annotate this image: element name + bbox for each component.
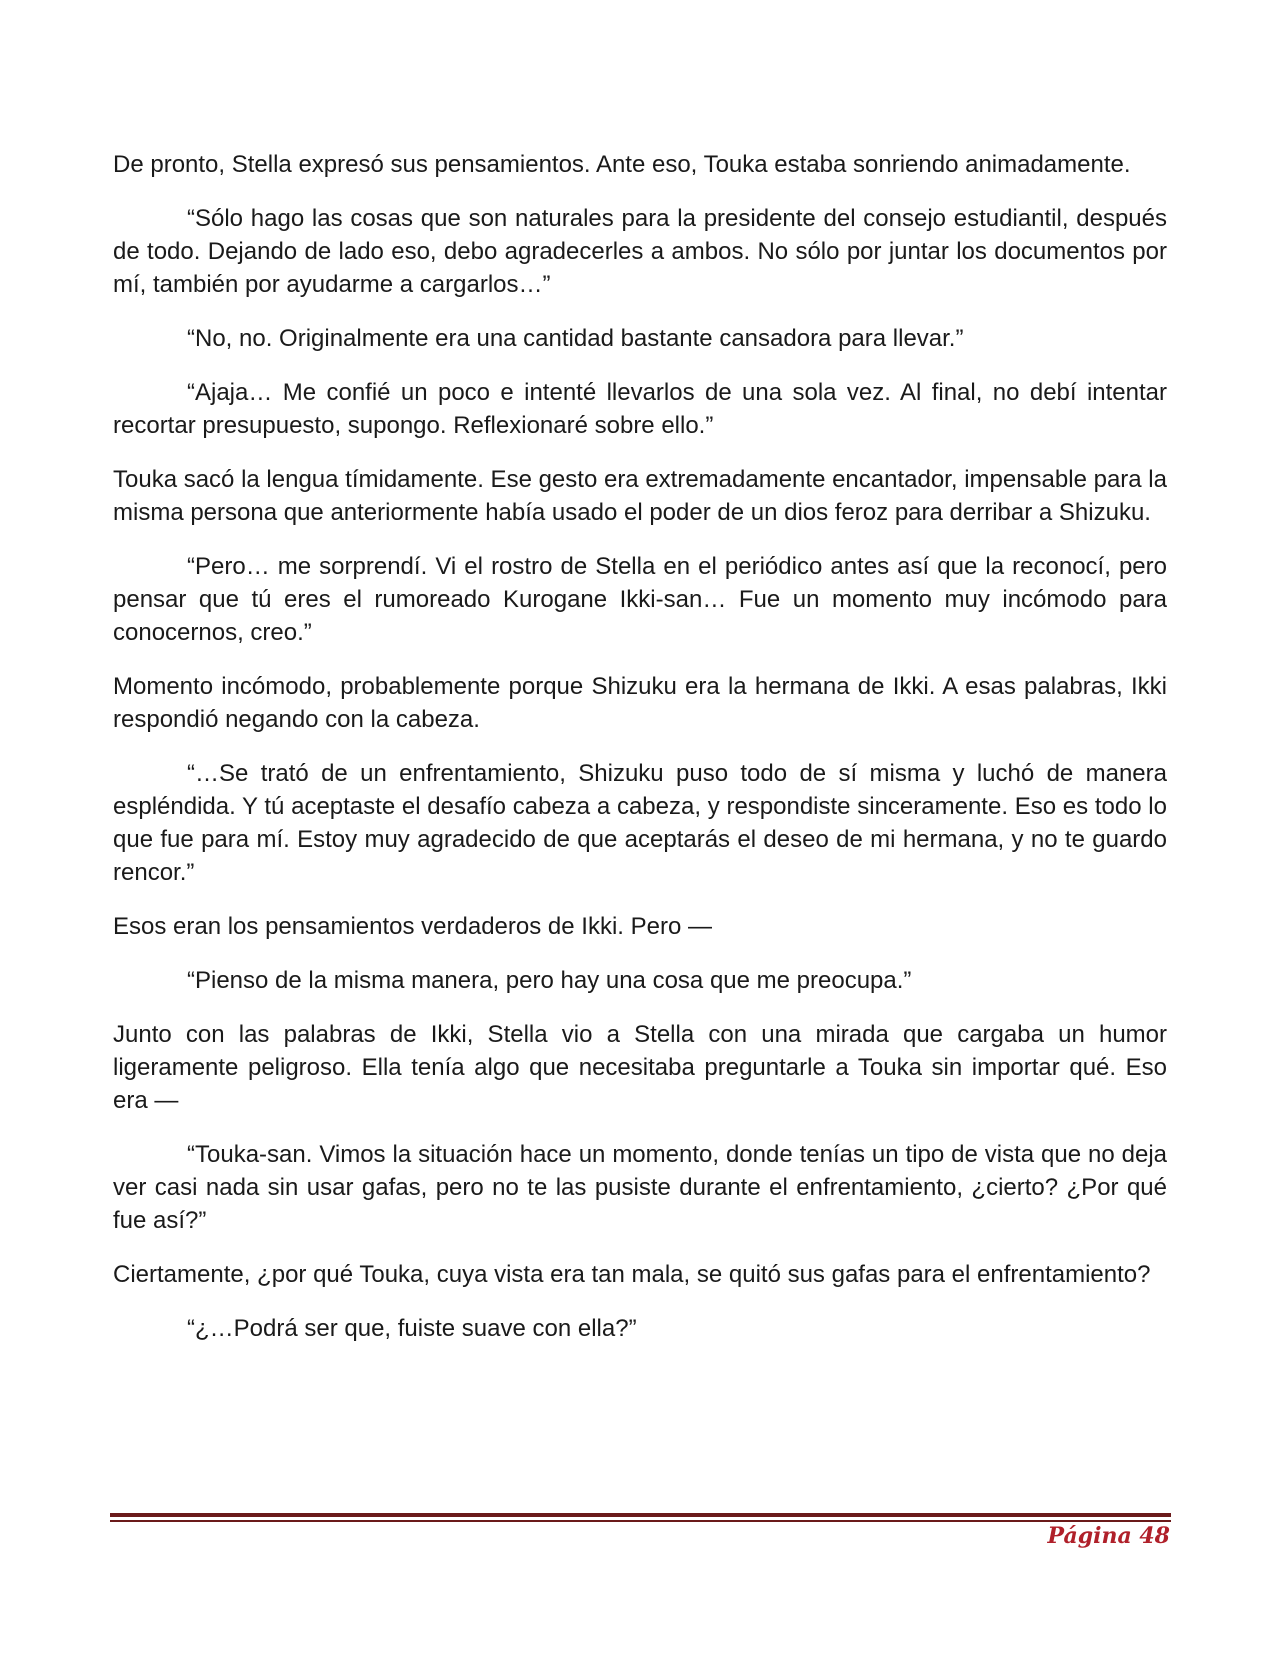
- paragraph-narration: Junto con las palabras de Ikki, Stella vio a Stella con una mirada que cargaba un humor ligeramente peligroso. Ella tenía algo que necesitaba preguntarle a Touka sin importar qué. Eso era —: [113, 1021, 1167, 1114]
- paragraph-narration: Ciertamente, ¿por qué Touka, cuya vista era tan mala, se quitó sus gafas para el enfrentamiento?: [113, 1261, 1151, 1288]
- paragraph-dialogue: “Pienso de la misma manera, pero hay una cosa que me preocupa.”: [187, 967, 912, 994]
- paragraph-narration: De pronto, Stella expresó sus pensamientos. Ante eso, Touka estaba sonriendo animadamente.: [113, 151, 1131, 178]
- paragraph-dialogue: “¿…Podrá ser que, fuiste suave con ella?”: [187, 1315, 637, 1342]
- page-number: Página 48: [1047, 1523, 1170, 1549]
- footer-rule-thin: [110, 1520, 1171, 1522]
- paragraph-dialogue: “Pero… me sorprendí. Vi el rostro de Stella en el periódico antes así que la reconocí, pero pensar que tú eres el rumoreado Kurogane Ikki-san… Fue un momento muy incómodo para conocernos, creo.”: [113, 553, 1167, 646]
- paragraph-narration: Esos eran los pensamientos verdaderos de Ikki. Pero —: [113, 913, 712, 940]
- paragraph-dialogue: “…Se trató de un enfrentamiento, Shizuku puso todo de sí misma y luchó de manera espléndida. Y tú aceptaste el desafío cabeza a cabeza, y respondiste sinceramente. Eso es todo lo que fue para mí. Estoy muy agradecido de que aceptarás el deseo de mi hermana, y no te guardo rencor.”: [113, 760, 1167, 886]
- paragraph-dialogue: “Ajaja… Me confié un poco e intenté llevarlos de una sola vez. Al final, no debí intentar recortar presupuesto, supongo. Reflexionaré sobre ello.”: [113, 379, 1167, 439]
- paragraph-dialogue: “Touka-san. Vimos la situación hace un momento, donde tenías un tipo de vista que no deja ver casi nada sin usar gafas, pero no te las pusiste durante el enfrentamiento, ¿cierto? ¿Por qué fue así?”: [113, 1141, 1167, 1234]
- paragraph-narration: Touka sacó la lengua tímidamente. Ese gesto era extremadamente encantador, impensable para la misma persona que anteriormente había usado el poder de un dios feroz para derribar a Shizuku.: [113, 466, 1167, 526]
- body-text: [113, 148, 1167, 1366]
- paragraph-dialogue: “Sólo hago las cosas que son naturales para la presidente del consejo estudiantil, después de todo. Dejando de lado eso, debo agradecerles a ambos. No sólo por juntar los documentos por mí, también por ayudarme a cargarlos…”: [113, 205, 1167, 298]
- footer-rule: [110, 1513, 1171, 1517]
- paragraph-narration: Momento incómodo, probablemente porque Shizuku era la hermana de Ikki. A esas palabras, Ikki respondió negando con la cabeza.: [113, 673, 1167, 733]
- paragraph-dialogue: “No, no. Originalmente era una cantidad bastante cansadora para llevar.”: [187, 325, 964, 352]
